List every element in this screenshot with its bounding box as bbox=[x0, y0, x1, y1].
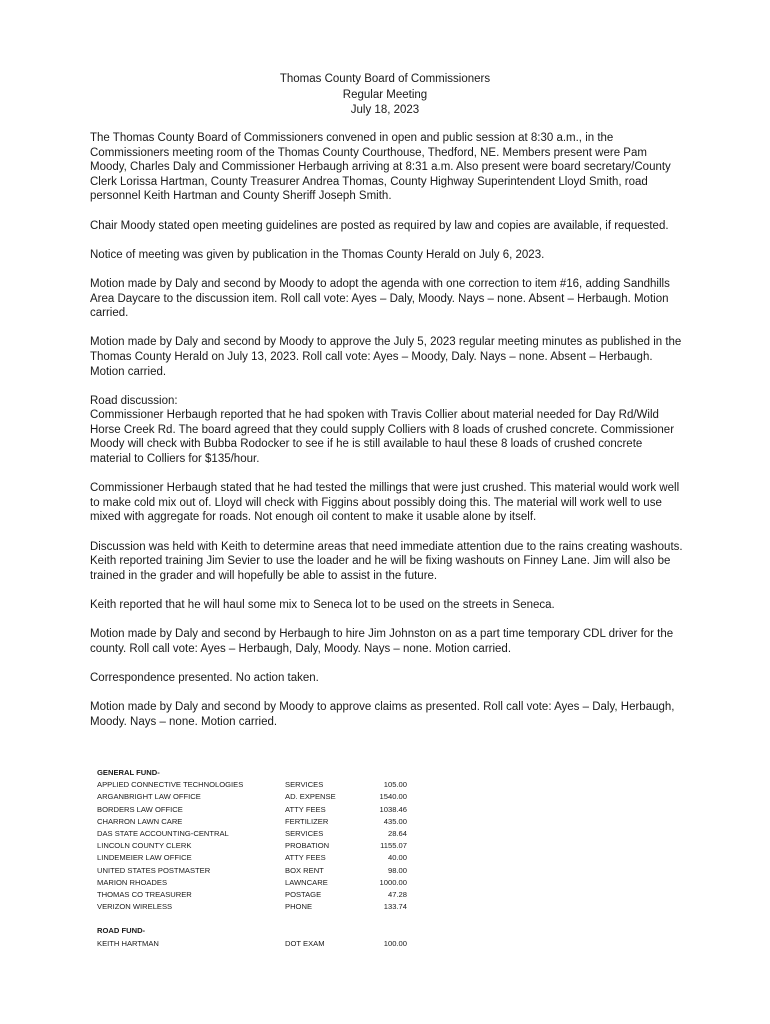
claim-type: ATTY FEES bbox=[285, 804, 326, 814]
header-meeting: Regular Meeting bbox=[342, 88, 428, 101]
paragraph-hire-motion: Motion made by Daly and second by Herbaugh to hire Jim Johnston on as a part time temporary CDL driver for the county. Roll call vote: Ayes – Herbaugh, Daly, Moody. Nays – none. Motion carried. bbox=[90, 628, 674, 655]
claim-amount: 435.00 bbox=[383, 816, 407, 826]
paragraph-correspondence: Correspondence presented. No action taken. bbox=[90, 671, 319, 684]
claim-type: LAWNCARE bbox=[285, 877, 328, 887]
claim-amount: 1540.00 bbox=[379, 792, 407, 802]
claim-vendor: KEITH HARTMAN bbox=[97, 938, 159, 948]
claim-type: PHONE bbox=[285, 902, 313, 912]
claim-row bbox=[97, 791, 407, 803]
claim-amount: 40.00 bbox=[387, 853, 407, 863]
claim-type: BOX RENT bbox=[285, 865, 324, 875]
claim-row bbox=[97, 877, 407, 889]
claim-type: SERVICES bbox=[285, 780, 324, 790]
document-header bbox=[0, 72, 770, 119]
minutes-body bbox=[90, 131, 686, 729]
claim-row bbox=[97, 840, 407, 852]
paragraph-washouts: Discussion was held with Keith to determine areas that need immediate attention due to the rains creating washouts. Keith reported training Jim Sevier to use the loader and he will be fixing washouts on Finney Lane. Jim will also be trained in the grader and will hopefully be able to assist in the future. bbox=[90, 540, 683, 582]
paragraph-road-heading: Road discussion: bbox=[90, 394, 178, 407]
paragraph-millings: Commissioner Herbaugh stated that he had tested the millings that were just crushed. This material would work well to make cold mix out of. Lloyd will check with Figgins about possibly doing this. The material will work well to use mixed with aggregate for roads. Not enough oil content to make it usable alone by itself. bbox=[90, 482, 680, 524]
claim-amount: 1155.07 bbox=[380, 841, 407, 851]
claim-vendor: UNITED STATES POSTMASTER bbox=[97, 865, 211, 875]
claim-type: POSTAGE bbox=[285, 890, 322, 900]
claim-vendor: ARGANBRIGHT LAW OFFICE bbox=[97, 792, 201, 802]
claim-amount: 1000.00 bbox=[379, 877, 407, 887]
claim-row bbox=[97, 852, 407, 864]
paragraph-agenda-motion: Motion made by Daly and second by Moody to adopt the agenda with one correction to item #16, adding Sandhills Area Daycare to the discussion item. Roll call vote: Ayes – Daly, Moody. Nays – none. Absent – Herbaugh. Motion carried. bbox=[90, 277, 670, 320]
paragraph-notice: Notice of meeting was given by publication in the Thomas County Herald on July 6, 2023. bbox=[90, 248, 545, 261]
claim-row bbox=[97, 889, 407, 901]
claim-vendor: LINDEMEIER LAW OFFICE bbox=[97, 853, 192, 863]
claim-row bbox=[97, 804, 407, 816]
paragraph-minutes-motion: Motion made by Daly and second by Moody to approve the July 5, 2023 regular meeting minutes as published in the Thomas County Herald on July 13, 2023. Roll call vote: Ayes – Moody, Daly. Nays – none. Absent – Herbaugh. Motion carried. bbox=[90, 336, 682, 378]
paragraph-seneca: Keith reported that he will haul some mix to Seneca lot to be used on the streets in Seneca. bbox=[90, 599, 555, 611]
claim-row bbox=[97, 828, 407, 840]
claim-vendor: DAS STATE ACCOUNTING-CENTRAL bbox=[97, 829, 229, 839]
claim-row bbox=[97, 816, 407, 828]
claim-amount: 105.00 bbox=[383, 780, 407, 790]
claim-vendor: LINCOLN COUNTY CLERK bbox=[97, 841, 192, 851]
claim-type: PROBATION bbox=[285, 841, 330, 851]
claim-vendor: CHARRON LAWN CARE bbox=[97, 816, 183, 826]
paragraph-open-meeting: Chair Moody stated open meeting guidelines are posted as required by law and copies are available, if requested. bbox=[90, 219, 669, 232]
fund-spacer bbox=[97, 913, 407, 925]
road-fund-title: ROAD FUND- bbox=[97, 926, 146, 936]
paragraph-convened: The Thomas County Board of Commissioners convened in open and public session at 8:30 a.m., in the Commissioners meeting room of the Thomas County Courthouse, Thedford, NE. Members present were Pam Moody, Charles Daly and Commissioner Herbaugh arriving at 8:31 a.m. Also present were board secretary/County Clerk Lorissa Hartman, County Treasurer Andrea Thomas, County Highway Superintendent Lloyd Smith, road personnel Keith Hartman and County Sheriff Joseph Smith. bbox=[90, 132, 671, 203]
claim-row bbox=[97, 865, 407, 877]
claim-vendor: APPLIED CONNECTIVE TECHNOLOGIES bbox=[97, 780, 244, 790]
claim-vendor: MARION RHOADES bbox=[97, 877, 168, 887]
claim-type: FERTILIZER bbox=[285, 816, 329, 826]
general-fund-title: GENERAL FUND- bbox=[97, 768, 160, 777]
header-date: July 18, 2023 bbox=[350, 104, 420, 116]
claim-amount: 100.00 bbox=[383, 938, 407, 948]
claim-amount: 28.64 bbox=[387, 829, 407, 839]
claim-type: AD. EXPENSE bbox=[285, 792, 336, 802]
road-fund-rows bbox=[97, 938, 407, 950]
claim-amount: 98.00 bbox=[387, 865, 407, 875]
claim-vendor: VERIZON WIRELESS bbox=[97, 902, 173, 912]
claim-row bbox=[97, 779, 407, 791]
claim-type: SERVICES bbox=[285, 829, 324, 839]
paragraph-road-collier: Commissioner Herbaugh reported that he had spoken with Travis Collier about material needed for Day Rd/Wild Horse Creek Rd. The board agreed that they could supply Colliers with 8 loads of crushed concrete. Commissioner Moody will check with Bubba Rodocker to see if he is still available to haul these 8 loads of crushed concrete material to Colliers for $135/hour. bbox=[90, 409, 675, 466]
claim-vendor: THOMAS CO TREASURER bbox=[97, 890, 192, 900]
claim-amount: 1038.46 bbox=[379, 804, 407, 814]
claim-vendor: BORDERS LAW OFFICE bbox=[97, 804, 183, 814]
paragraph-claims-motion: Motion made by Daly and second by Moody to approve claims as presented. Roll call vote: Ayes – Daly, Herbaugh, Moody. Nays – none. Motion carried. bbox=[90, 701, 675, 728]
claim-type: DOT EXAM bbox=[285, 938, 325, 948]
general-fund-rows bbox=[97, 779, 407, 913]
claim-amount: 133.74 bbox=[383, 902, 407, 912]
claim-amount: 47.28 bbox=[387, 890, 407, 900]
header-org: Thomas County Board of Commissioners bbox=[279, 73, 491, 85]
claim-row bbox=[97, 901, 407, 913]
claims-list bbox=[97, 767, 407, 950]
claim-type: ATTY FEES bbox=[285, 853, 326, 863]
claim-row bbox=[97, 938, 407, 950]
